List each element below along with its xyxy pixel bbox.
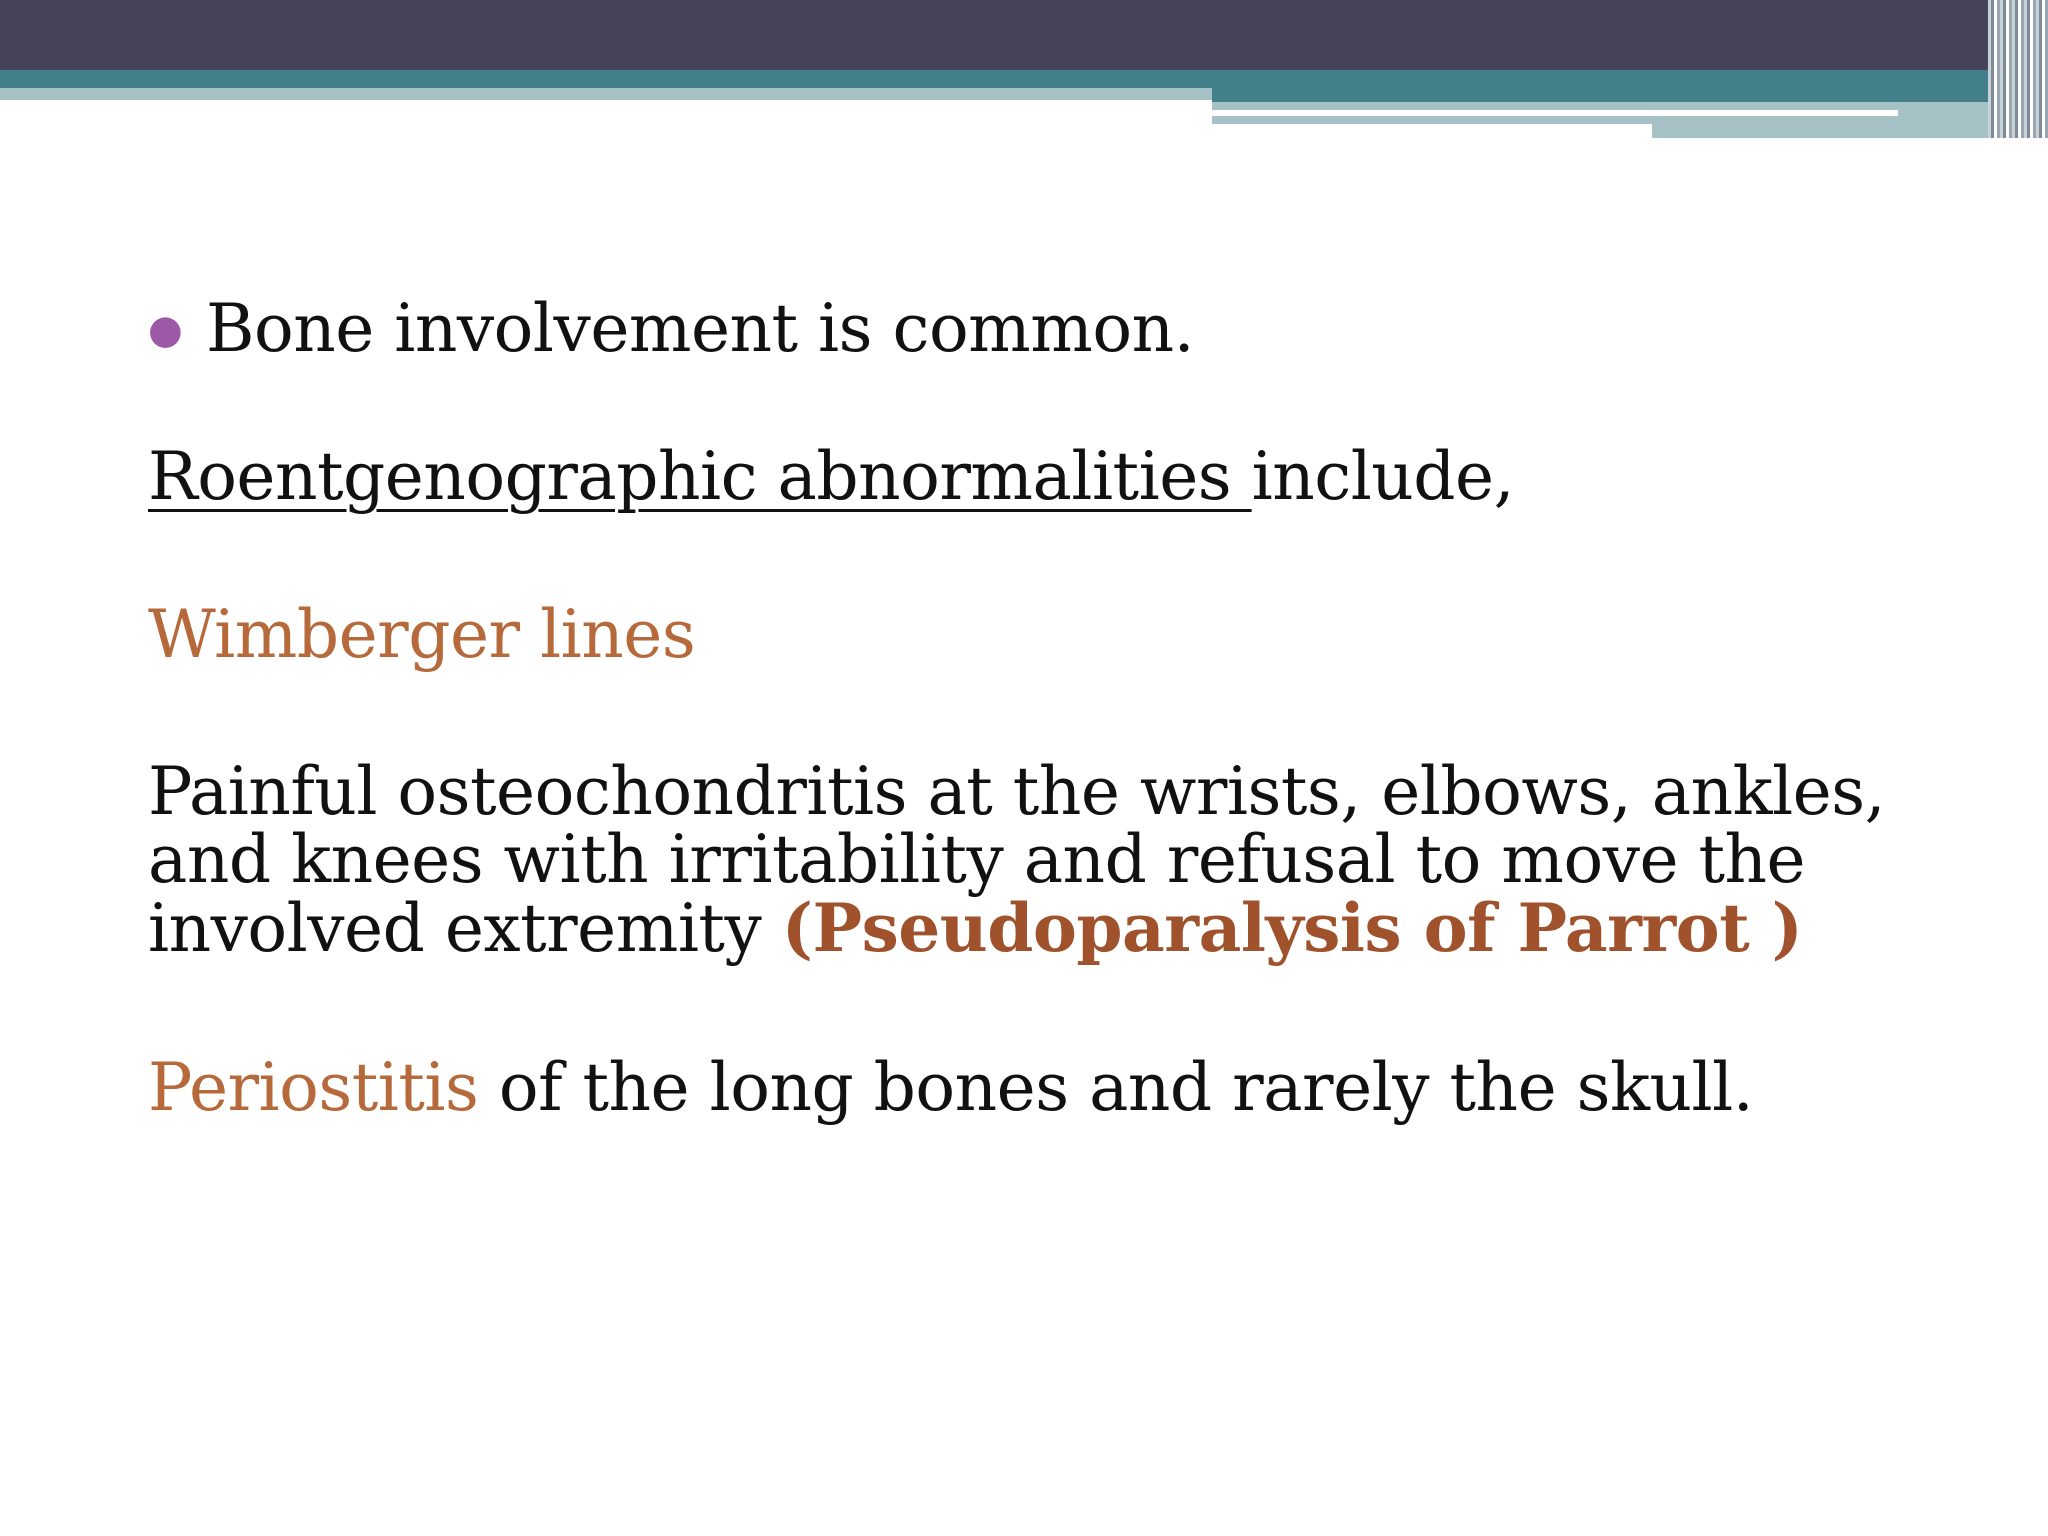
bullet-text: Bone involvement is common. [206,290,1195,367]
periostitis-highlight: Periostitis [148,1049,479,1126]
bullet-dot-icon: ● [148,307,183,353]
header-white-line [1212,110,1898,116]
bullet-item [148,290,1908,390]
roentgen-underlined: Roentgenographic abnormalities [148,438,1252,515]
wimberger-paragraph: Wimberger lines [148,596,696,673]
slide-content [148,290,1908,1126]
osteochondritis-paragraph [148,753,1908,967]
roentgen-paragraph [148,438,1908,515]
header-stripes [1988,0,2048,138]
header-band-light-left [0,88,1212,100]
pseudoparalysis-highlight: (Pseudoparalysis of Parrot ) [781,889,1803,967]
header-band-teal-right [1212,88,2048,102]
header-band-teal [0,70,2048,88]
periostitis-rest: of the long bones and rarely the skull. [478,1049,1754,1126]
header-band-dark [0,0,2048,70]
roentgen-rest: include, [1251,438,1515,515]
periostitis-paragraph [148,1049,1908,1126]
osteochondritis-text: Painful osteochondritis at the wrists, elbows, ankles, and knees with irritability and refusal to move the involved extremity [148,753,1886,967]
header-white-block [1212,124,1652,138]
